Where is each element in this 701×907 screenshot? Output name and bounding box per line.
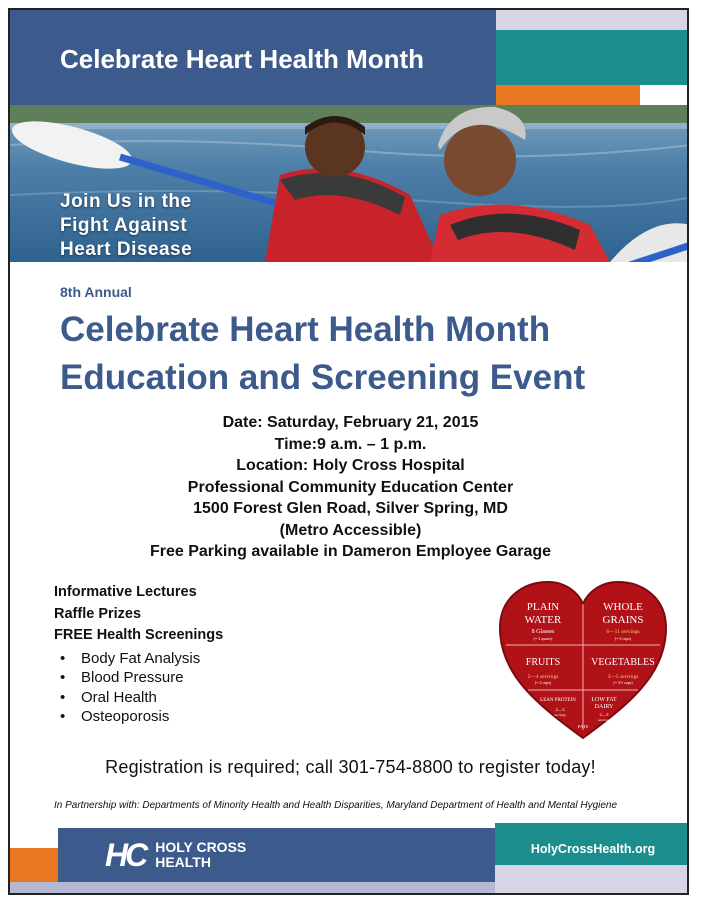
tagline-line: Heart Disease: [60, 239, 193, 260]
feature-raffle: Raffle Prizes: [54, 605, 142, 622]
heart-fruits-note: (= 2 cups): [534, 680, 552, 685]
accent-band-lavender: [496, 10, 689, 30]
heart-lean-protein-note: servings: [554, 713, 566, 717]
event-details: [10, 412, 689, 563]
logo-text-line: HOLY CROSS: [155, 839, 247, 855]
list-item: • Osteoporosis: [81, 707, 223, 727]
list-item: • Oral Health: [81, 688, 223, 708]
feature-list: [54, 582, 223, 727]
event-title-line1: Celebrate Heart Health Month: [60, 310, 551, 349]
event-title-line2: Education and Screening Event: [60, 358, 586, 397]
list-item: • Body Fat Analysis: [81, 649, 223, 669]
heart-plain-water-2: WATER: [524, 614, 562, 626]
heart-fruits-sub: 2—4 servings: [527, 674, 559, 680]
heart-low-fat-dairy-2: DAIRY: [594, 704, 614, 710]
flyer: [8, 8, 689, 895]
heart-plain-water-note: (= 2 quarts): [533, 636, 553, 641]
logo-text: [155, 840, 246, 870]
photo-tagline: [60, 190, 192, 262]
nutrition-heart: [498, 580, 668, 740]
logo-mark: HC: [105, 836, 146, 873]
holy-cross-logo: [105, 836, 246, 874]
heart-plain-water-sub: 8 Glasses: [531, 629, 555, 635]
website-link[interactable]: HolyCrossHealth.org: [530, 842, 656, 856]
event-venue: Professional Community Education Center: [187, 478, 514, 496]
event-metro: (Metro Accessible): [279, 521, 422, 539]
partnership-note: In Partnership with: Departments of Minority Health and Health Disparities, Maryland Department of Health and Mental Hygiene: [54, 800, 618, 811]
logo-text-line: HEALTH: [155, 854, 211, 870]
event-time: Time:9 a.m. – 1 p.m.: [274, 435, 427, 453]
accent-band-orange: [496, 85, 640, 105]
event-address: 1500 Forest Glen Road, Silver Spring, MD: [193, 500, 508, 517]
heart-fats: FATS: [577, 724, 589, 729]
heart-lean-protein: LEAN PROTEIN: [540, 698, 576, 703]
annual-label: 8th Annual: [60, 284, 132, 300]
accent-band-white: [640, 85, 689, 105]
footer-band-lavender-right: [495, 865, 689, 895]
heart-vegetables-note: (= 2½ cups): [613, 680, 633, 685]
kayak-photo: [10, 105, 689, 262]
heart-whole-grains-1: WHOLE: [603, 601, 643, 613]
feature-lectures: Informative Lectures: [54, 584, 197, 600]
event-location: Location: Holy Cross Hospital: [236, 457, 465, 474]
heart-whole-grains-sub: 6—11 servings: [606, 629, 640, 635]
feature-screenings: FREE Health Screenings: [54, 627, 224, 643]
heart-plain-water-1: PLAIN: [526, 601, 560, 613]
tagline-line: Fight Against: [60, 215, 188, 236]
heart-whole-grains-note: (= 6 cups): [614, 636, 632, 641]
heart-vegetables-sub: 3—5 servings: [607, 674, 639, 680]
footer-band-lavender: [10, 882, 495, 895]
footer-band-orange: [10, 848, 58, 882]
screening-list: [54, 649, 223, 727]
registration-notice: Registration is required; call 301-754-8800 to register today!: [105, 757, 596, 777]
header-title: Celebrate Heart Health Month: [60, 44, 425, 74]
tagline-line: Join Us in the: [60, 191, 192, 212]
heart-low-fat-dairy-1: LOW FAT: [591, 697, 617, 703]
heart-low-fat-dairy-note: servings: [598, 718, 610, 722]
event-date: Date: Saturday, February 21, 2015: [222, 414, 479, 431]
heart-vegetables: VEGETABLES: [591, 657, 655, 668]
list-item: • Blood Pressure: [81, 668, 223, 688]
heart-fruits: FRUITS: [525, 657, 561, 668]
header-banner: [10, 10, 496, 105]
event-parking: Free Parking available in Dameron Employee Garage: [149, 543, 552, 560]
heart-low-fat-dairy-sub: 2—3: [599, 712, 609, 717]
accent-band-teal: [496, 30, 689, 85]
heart-whole-grains-2: GRAINS: [602, 614, 644, 626]
heart-lean-protein-sub: 2—3: [555, 707, 565, 712]
event-title: [60, 306, 585, 402]
